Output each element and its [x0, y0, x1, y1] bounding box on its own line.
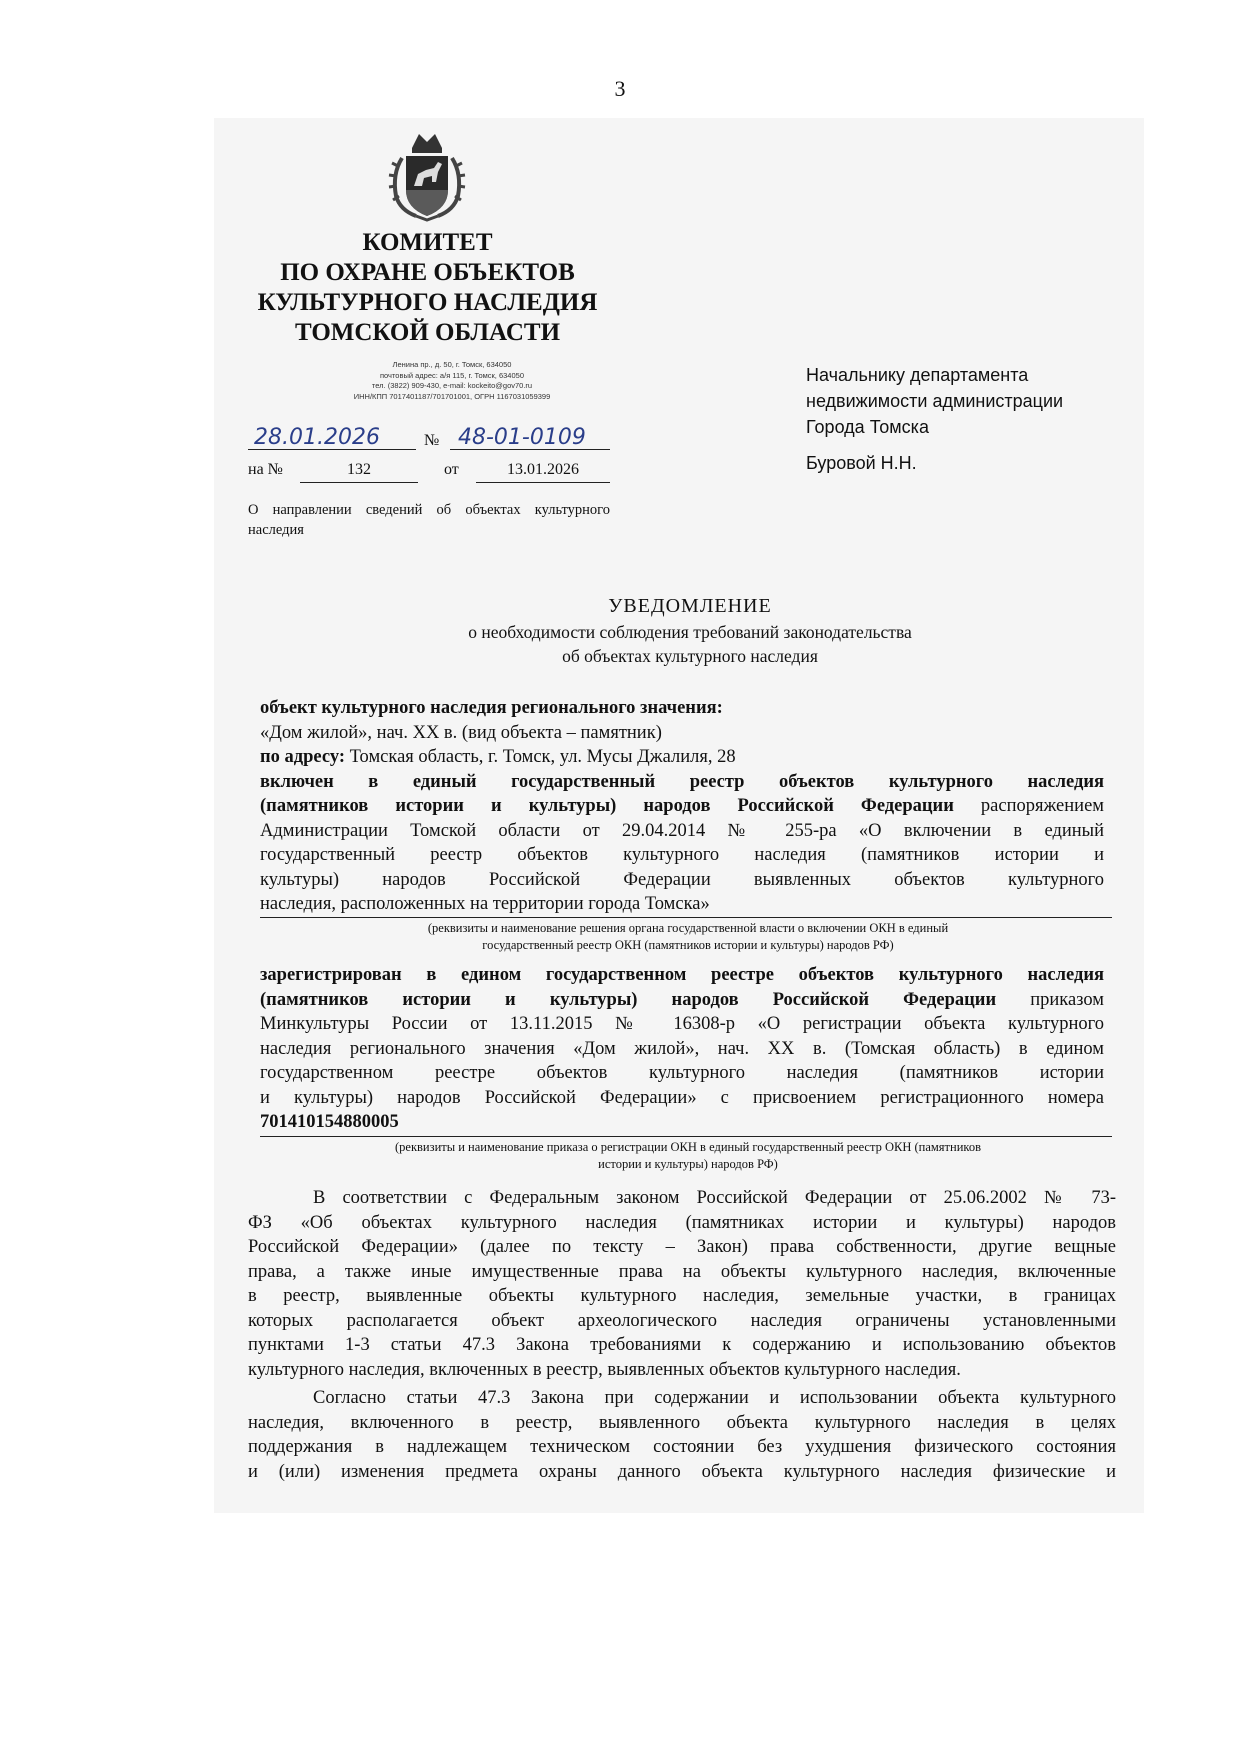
inclusion-bold: (памятников истории и культуры) народов Российской Федерации: [260, 796, 954, 816]
letter-subject: О направлении сведений об объектах культурного наследия: [248, 502, 610, 538]
outgoing-date: 28.01.2026: [254, 425, 380, 450]
tomsk-region-coat-of-arms-icon: [382, 130, 472, 222]
registration-text: и культуры) народов Российской Федерации» с присвоением регистрационного номера: [260, 1087, 1104, 1108]
inclusion-text: наследия, расположенных на территории города Томска»: [260, 894, 710, 914]
object-address: Томская область, г. Томск, ул. Мусы Джалиля, 28: [349, 747, 736, 767]
body-line: пунктами 1-3 статьи 47.3 Закона требованиями к содержанию и использованию объектов: [248, 1335, 1116, 1355]
registration-text: Минкультуры России от 13.11.2015 № 16308-р «О регистрации объекта культурного: [260, 1014, 1104, 1034]
registration-text: государственном реестре объектов культурного наследия (памятников истории: [260, 1063, 1104, 1083]
registration-bold: (памятников истории и культуры) народов Российской Федерации: [260, 989, 997, 1010]
organization-line: КОМИТЕТ: [362, 229, 493, 256]
inclusion-text: Администрации Томской области от 29.04.2014 № 255-ра «О включении в единый: [260, 820, 1104, 841]
organization-line: КУЛЬТУРНОГО НАСЛЕДИЯ: [257, 289, 598, 316]
caption-line: (реквизиты и наименование приказа о регистрации ОКН в единый государственный реестр ОКН (памятников: [395, 1140, 981, 1154]
inclusion-line: [260, 843, 1104, 868]
organization-contacts: [292, 360, 612, 402]
addressee-line: Города Томска: [806, 417, 929, 437]
registration-text: приказом: [996, 989, 1104, 1010]
outgoing-number: 48-01-0109: [458, 425, 586, 450]
registration-line: [260, 1061, 1104, 1086]
contact-line: тел. (3822) 909-430, e-mail: kockeito@gov70.ru: [371, 381, 533, 390]
inclusion-line: [260, 819, 1104, 844]
inclusion-bold: включен в единый государственный реестр объектов культурного наследия: [260, 771, 1104, 792]
outgoing-date-line: [248, 449, 416, 450]
inclusion-text: государственный реестр объектов культурного наследия (памятников истории и: [260, 845, 1104, 865]
addressee-name: Буровой Н.Н.: [806, 453, 917, 473]
caption-line: истории и культуры) народов РФ): [598, 1157, 778, 1171]
outgoing-number-line: [450, 449, 610, 450]
notice-heading: [350, 592, 1030, 668]
object-name: «Дом жилой», нач. XX в. (вид объекта – памятник): [260, 722, 662, 743]
page-number: 3: [614, 76, 626, 101]
inclusion-text: культуры) народов Российской Федерации выявленных объектов культурного: [260, 869, 1104, 890]
incoming-number-label: на №: [248, 461, 283, 478]
letter-body: [248, 1186, 1116, 1484]
body-line: В соответствии с Федеральным законом Российской Федерации от 25.06.2002 № 73-: [313, 1188, 1116, 1208]
registration-info: [260, 963, 1104, 1135]
object-address-line: [260, 745, 1104, 770]
contact-line: Ленина пр., д. 50, г. Томск, 634050: [392, 360, 512, 369]
registration-bold: зарегистрирован в едином государственном реестре объектов культурного наследия: [260, 965, 1104, 985]
notice-subtitle-line: о необходимости соблюдения требований законодательства: [468, 622, 912, 642]
contact-line: ИНН/КПП 7017401187/701701001, ОГРН 1167031059399: [353, 391, 551, 401]
addressee-block: [806, 362, 1063, 476]
addressee-line: Начальнику департамента: [806, 365, 1029, 385]
body-line: наследия, включенного в реестр, выявленного объекта культурного наследия в целях: [248, 1412, 1116, 1433]
registration-number: 701410154880005: [260, 1112, 399, 1132]
inclusion-caption: [258, 920, 1118, 954]
incoming-number: 132: [347, 461, 371, 478]
organization-line: ТОМСКОЙ ОБЛАСТИ: [294, 319, 561, 346]
body-line: поддержания в надлежащем техническом состоянии без ухудшения физического состояния: [248, 1437, 1116, 1457]
inclusion-line: [260, 794, 1104, 819]
registration-line: [260, 963, 1104, 988]
registration-separator: [260, 1136, 1112, 1137]
organization-name: [240, 228, 615, 348]
body-line: в реестр, выявленные объекты культурного наследия, земельные участки, в границах: [248, 1286, 1116, 1306]
registration-line: [260, 1037, 1104, 1062]
registration-text: наследия регионального значения «Дом жилой», нач. XX в. (Томская область) в едином: [260, 1038, 1104, 1059]
registration-caption: [258, 1139, 1118, 1173]
inclusion-text: распоряжением: [953, 796, 1104, 816]
inclusion-line: [260, 868, 1104, 893]
incoming-date: 13.01.2026: [507, 461, 579, 478]
registration-line: [260, 1012, 1104, 1037]
body-line: которых располагается объект археологического наследия ограничены установленными: [248, 1310, 1116, 1331]
caption-line: (реквизиты и наименование решения органа государственной власти о включении ОКН в единый: [427, 921, 949, 935]
body-line: ФЗ «Об объектах культурного наследия (памятниках истории и культуры) народов: [248, 1212, 1116, 1233]
caption-line: государственный реестр ОКН (памятников истории и культуры) народов РФ): [482, 938, 894, 952]
inclusion-line: [260, 770, 1104, 795]
incoming-date-line: [476, 482, 610, 483]
body-line: Согласно статьи 47.3 Закона при содержании и использовании объекта культурного: [313, 1388, 1116, 1408]
inclusion-line: [260, 892, 1104, 917]
notice-subtitle-line: об объектах культурного наследия: [562, 646, 818, 666]
object-info: [260, 696, 1104, 917]
contact-line: почтовый адрес: а/я 115, г. Томск, 634050: [379, 370, 524, 380]
registration-line: [260, 1086, 1104, 1111]
incoming-number-line: [300, 482, 418, 483]
object-address-label: по адресу:: [260, 747, 346, 767]
object-heading: объект культурного наследия регионального значения:: [260, 698, 723, 718]
body-line: права, а также иные имущественные права на объекты культурного наследия, включенные: [248, 1261, 1116, 1282]
body-line: и (или) изменения предмета охраны данного объекта культурного наследия физические и: [248, 1461, 1116, 1482]
registration-line: [260, 988, 1104, 1013]
body-line: Российской Федерации» (далее по тексту – Закон) права собственности, другие вещные: [248, 1237, 1116, 1257]
addressee-line: недвижимости администрации: [806, 391, 1064, 411]
inclusion-separator: [260, 917, 1112, 918]
outgoing-number-label: №: [424, 432, 440, 449]
organization-line: ПО ОХРАНЕ ОБЪЕКТОВ: [280, 259, 575, 286]
incoming-date-label: от: [444, 461, 459, 478]
body-line: культурного наследия, включенных в реестр, выявленных объектов культурного наследия.: [248, 1359, 961, 1380]
notice-title: УВЕДОМЛЕНИЕ: [608, 595, 772, 617]
